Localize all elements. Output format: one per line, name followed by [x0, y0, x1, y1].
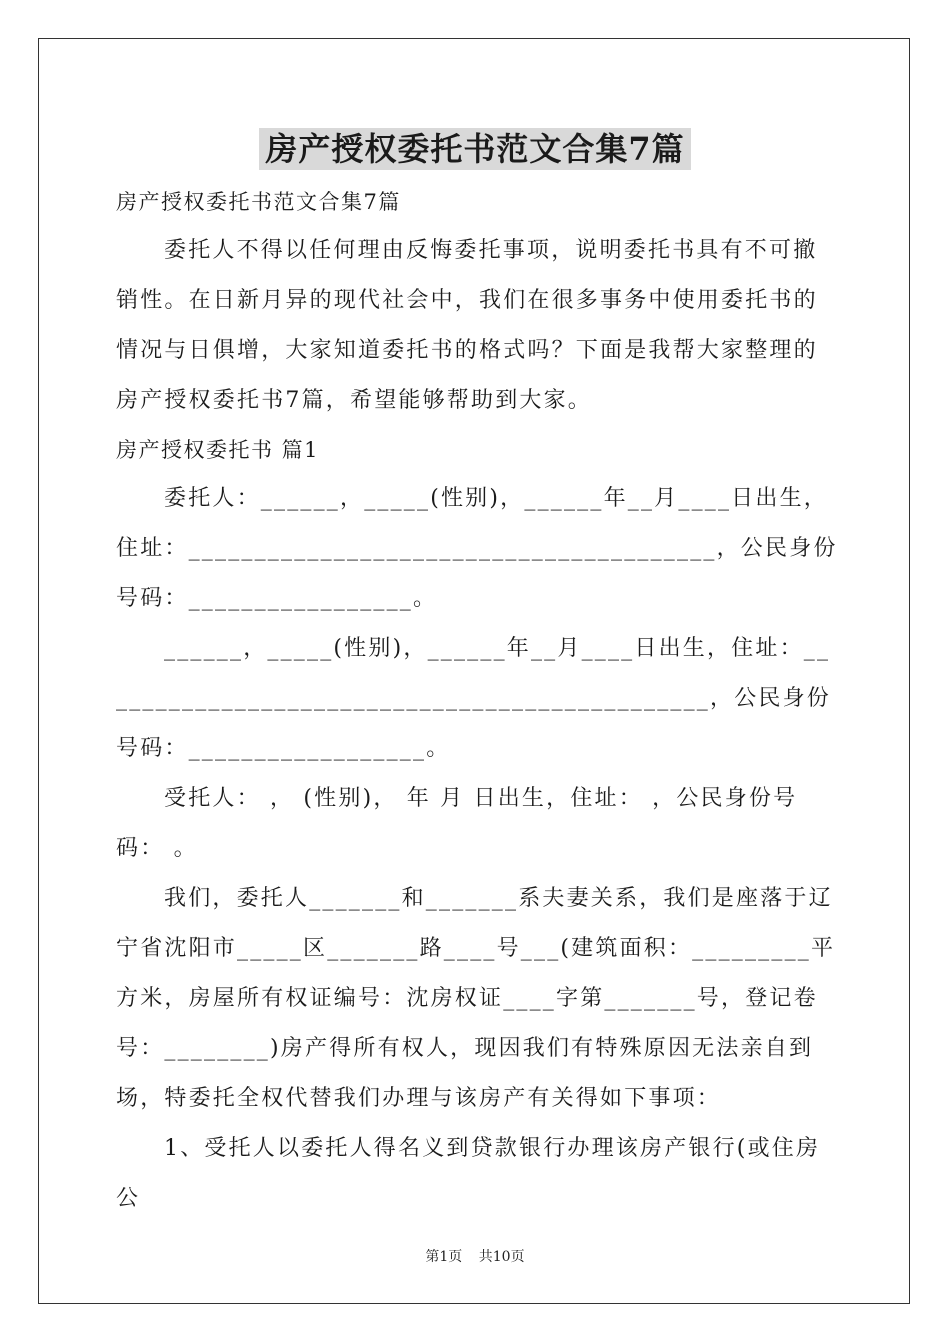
- document-body: [116, 178, 838, 1224]
- page-number: 第1页: [425, 1249, 463, 1265]
- page-total: 共10页: [478, 1249, 525, 1265]
- statement-paragraph: 我们，委托人_______和_______系夫妻关系，我们是座落于辽宁省沈阳市_____区_______路____号___(建筑面积：_________平方米，房屋所有权证编号：沈房权证____字第_______号，登记卷号：________)房产得所有权人，现因我们有特殊原因无法亲自到场，特委托全权代替我们办理与该房产有关得如下事项：: [116, 886, 836, 1111]
- document-subtitle: 房产授权委托书范文合集7篇: [116, 190, 401, 214]
- page-footer: [0, 1246, 950, 1266]
- section-heading: 房产授权委托书 篇1: [116, 438, 320, 462]
- title-block: [0, 128, 950, 170]
- principal-2-paragraph: ______，_____(性别)，______年__月____日出生，住址：_______________________________________________，公民身份号码：__________________。: [116, 636, 832, 761]
- intro-paragraph: 委托人不得以任何理由反悔委托事项，说明委托书具有不可撤销性。在日新月异的现代社会中，我们在很多事务中使用委托书的情况与日俱增，大家知道委托书的格式吗？下面是我帮大家整理的房产授权委托书7篇，希望能够帮助到大家。: [116, 238, 818, 413]
- principal-1-paragraph: 委托人：______，_____(性别)，______年__月____日出生，住址：________________________________________，公民身份号码：_________________。: [116, 486, 838, 611]
- item-1-paragraph: 1、受托人以委托人得名义到贷款银行办理该房产银行(或住房公: [116, 1136, 821, 1211]
- agent-paragraph: 受托人： ， (性别)， 年 月 日出生，住址： ，公民身份号码： 。: [116, 786, 798, 861]
- document-title: 房产授权委托书范文合集7篇: [259, 128, 690, 170]
